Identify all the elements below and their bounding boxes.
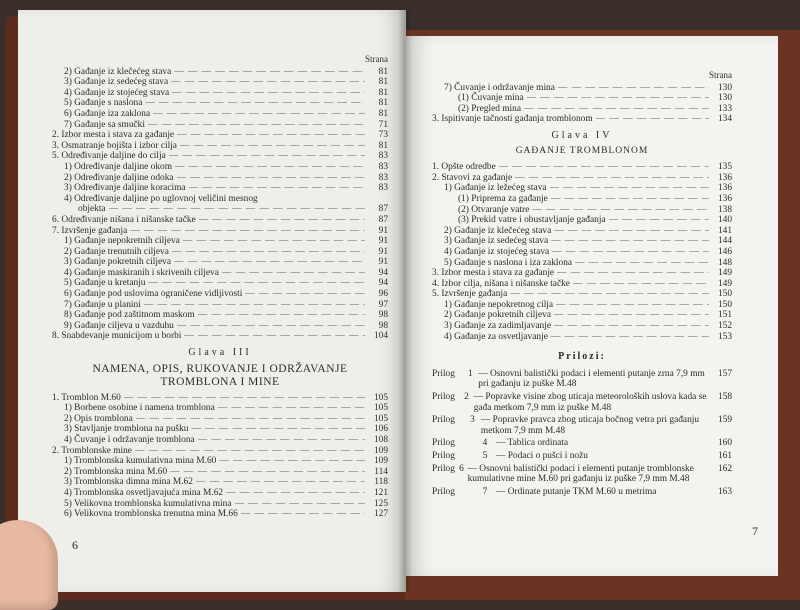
toc-entry	[52, 289, 388, 300]
toc-entry-page: 133	[717, 103, 732, 114]
toc-leader-dashes	[177, 173, 365, 184]
toc-leader-dashes	[109, 204, 365, 215]
right-page	[406, 36, 778, 576]
prilog-page: 162	[717, 463, 732, 474]
toc-entry	[52, 488, 388, 499]
prilog-page: 158	[717, 392, 732, 403]
toc-entry	[52, 204, 388, 215]
toc-entry-title: 2) Gađanje iz klečećeg stava	[64, 66, 172, 77]
prilog-entry	[432, 415, 732, 436]
toc-entry-title: 3) Gađanje iz sedećeg stava	[64, 77, 169, 88]
toc-entry	[52, 403, 388, 414]
toc-entry	[432, 247, 732, 258]
toc-entry-title: 4) Čuvanje i održavanje tromblona	[64, 435, 195, 445]
toc-entry-page: 83	[378, 172, 388, 183]
toc-entry	[52, 162, 388, 173]
toc-entry-page: 87	[378, 204, 388, 215]
toc-entry-page: 91	[378, 225, 388, 236]
prilog-entry	[432, 487, 732, 498]
toc-leader-dashes	[554, 226, 709, 237]
right-toc	[432, 70, 732, 499]
toc-leader-dashes	[527, 93, 709, 104]
toc-entry-page: 121	[373, 487, 388, 498]
toc-leader-dashes	[172, 88, 365, 99]
toc-entry-title: 2) Gađanje pokretnih ciljeva	[444, 310, 551, 321]
toc-entry-page: 150	[717, 299, 732, 310]
prilog-txt: — Tablica ordinata	[496, 438, 569, 449]
toc-leader-dashes	[174, 67, 365, 78]
toc-entry-title: 7) Gađanje sa smučki	[64, 119, 145, 130]
toc-entry	[432, 236, 732, 247]
toc-entry-page: 136	[717, 183, 732, 194]
toc-entry	[52, 173, 388, 184]
toc-leader-dashes	[550, 183, 709, 194]
toc-entry-title: 6. Određivanje nišana i nišanske tačke	[52, 214, 196, 225]
toc-leader-dashes	[172, 247, 365, 258]
toc-entry-title: 3. Ispitivanje tačnosti gađanja tromblonom	[432, 114, 593, 125]
toc-entry	[52, 268, 388, 279]
toc-entry-page: 81	[378, 98, 388, 109]
toc-leader-dashes	[184, 331, 365, 342]
toc-leader-dashes	[524, 104, 709, 115]
toc-leader-dashes	[148, 120, 365, 131]
toc-entry-page: 81	[378, 140, 388, 151]
toc-entry-page: 81	[378, 108, 388, 119]
toc-leader-dashes	[551, 236, 709, 247]
toc-entry-title: 1. Opšte odredbe	[432, 162, 496, 173]
toc-leader-dashes	[222, 268, 365, 279]
prilog-page: 160	[717, 438, 732, 449]
prilog-lab: Prilog	[432, 463, 455, 474]
toc-entry-page: 134	[717, 114, 732, 125]
toc-leader-dashes	[180, 141, 365, 152]
toc-entry	[432, 321, 732, 332]
toc-entry-page: 138	[717, 204, 732, 215]
toc-entry-page: 91	[378, 236, 388, 247]
toc-leader-dashes	[609, 215, 709, 226]
toc-entry-title: 2) Tromblonska mina M.60	[64, 466, 168, 477]
toc-leader-dashes	[191, 424, 365, 435]
toc-leader-dashes	[183, 236, 365, 247]
toc-entry-page: 81	[378, 77, 388, 88]
prilog-txt: — Osnovni balistički podaci i elementi putanje tromblonske kumulativne mine M.60 pri gađanju iz puške 7,9 mm M.48	[467, 463, 694, 485]
toc-entry-title: 8) Gađanje pod zaštitnom maskom	[64, 310, 195, 321]
toc-entry	[432, 215, 732, 226]
toc-leader-dashes	[558, 83, 709, 94]
toc-entry	[432, 279, 732, 290]
glava-heading-left: Glava III	[188, 347, 252, 359]
toc-entry-title: 1) Tromblonska kumulativna mina M.60	[64, 456, 217, 467]
toc-leader-dashes	[596, 114, 709, 125]
toc-entry-page: 98	[378, 320, 388, 331]
toc-entry-title: 4) Tromblonska osvetljavajuća mina M.62	[64, 487, 224, 498]
toc-entry-page: 109	[373, 445, 388, 456]
toc-entry-title: 2) Opis tromblona	[64, 413, 133, 424]
toc-entry-page: 96	[378, 289, 388, 300]
toc-entry	[52, 183, 388, 194]
toc-entry	[52, 67, 388, 78]
toc-entry-title: 4) Gađanje iz stojećeg stava	[64, 87, 170, 98]
toc-entry-page: 108	[373, 435, 388, 445]
toc-entry-page: 130	[717, 82, 732, 93]
prilog-num: 6	[459, 463, 464, 474]
prilog-lab: Prilog	[432, 415, 455, 426]
toc-entry	[52, 424, 388, 435]
toc-leader-dashes	[135, 446, 365, 457]
toc-entry-title: 2) Gađanje trenutnih ciljeva	[64, 246, 169, 257]
toc-entry-page: 105	[373, 413, 388, 424]
toc-entry-title: 2) Gađanje iz klečećeg stava	[444, 225, 552, 236]
toc-entry-title: 5) Gađanje u kretanju	[64, 278, 146, 289]
toc-entry-title: 3) Stavljanje tromblona na pušku	[64, 424, 189, 435]
toc-leader-dashes	[219, 456, 365, 467]
toc-entry-page: 151	[717, 310, 732, 321]
toc-entry-page: 105	[373, 403, 388, 414]
toc-leader-dashes	[554, 310, 709, 321]
toc-section-left-1	[52, 67, 388, 342]
toc-entry	[52, 98, 388, 109]
toc-leader-dashes	[170, 467, 365, 478]
toc-leader-dashes	[196, 477, 365, 488]
toc-leader-dashes	[235, 499, 365, 510]
toc-leader-dashes	[241, 509, 365, 520]
toc-entry-title: 5) Gađanje s naslona i iza zaklona	[444, 257, 573, 268]
prilog-lab: Prilog	[432, 368, 455, 379]
toc-entry	[52, 446, 388, 457]
toc-entry-page: 73	[378, 130, 388, 141]
toc-entry-title: (1) Čuvanje mina	[458, 93, 524, 104]
toc-leader-dashes	[177, 321, 365, 332]
toc-entry-page: 98	[378, 310, 388, 321]
toc-entry-page: 118	[374, 477, 388, 488]
toc-entry-page: 125	[373, 498, 388, 509]
toc-entry-title: 2. Stavovi za gađanje	[432, 172, 513, 183]
chapter-title-left	[52, 363, 388, 389]
toc-entry-page: 153	[717, 331, 732, 342]
prilog-txt: — Podaci o pušci i nožu	[496, 451, 588, 461]
toc-leader-dashes	[245, 289, 365, 300]
toc-entry-title: 7) Čuvanje i održavanje mina	[444, 82, 555, 93]
toc-entry-title: 1) Gađanje iz ležećeg stava	[444, 183, 547, 194]
prilog-entry	[432, 451, 732, 462]
toc-entry	[52, 236, 388, 247]
toc-entry-title: 6) Velikovna tromblonska trenutna mina M.66	[64, 509, 238, 520]
toc-section-right-2	[432, 162, 732, 342]
toc-section-right-1	[432, 83, 732, 125]
toc-entry-page: 148	[717, 257, 732, 268]
toc-entry-title: (3) Prekid vatre i obustavljanje gađanja	[458, 215, 606, 226]
toc-entry	[52, 467, 388, 478]
toc-entry-title: 1) Borbene osobine i namena tromblona	[64, 403, 215, 414]
toc-entry-page: 149	[717, 278, 732, 289]
toc-entry-page: 83	[378, 183, 388, 194]
toc-leader-dashes	[198, 310, 365, 321]
toc-entry-title: 3. Osmatranje bojišta i izbor cilja	[52, 140, 177, 151]
prilog-entry	[432, 464, 732, 485]
toc-entry-title: 1) Određivanje daljine okom	[64, 161, 173, 172]
toc-entry-title: 2. Tromblonske mine	[52, 445, 132, 456]
toc-entry-title: 7) Gađanje u planini	[64, 299, 141, 310]
toc-leader-dashes	[557, 268, 709, 279]
toc-entry-page: 87	[378, 214, 388, 225]
toc-entry-page: 81	[378, 87, 388, 98]
toc-entry-title: 4) Gađanje za osvetljavanje	[444, 331, 548, 342]
prilog-txt: — Popravke pravca zbog uticaja bočnog vetra pri gađanju metkom 7,9 mm M.48	[480, 415, 700, 436]
toc-entry	[52, 509, 388, 520]
toc-entry	[52, 247, 388, 258]
prilog-page: 157	[717, 368, 732, 379]
prilog-num: 4	[482, 438, 488, 449]
prilog-txt: — Ordinate putanje TKM M.60 u metrima	[496, 486, 657, 497]
toc-entry	[52, 257, 388, 268]
toc-entry	[52, 130, 388, 141]
toc-leader-dashes	[145, 98, 365, 109]
toc-entry-title: 3) Gađanje pokretnih ciljeva	[64, 257, 171, 268]
prilog-num: 1	[467, 368, 473, 379]
book-gutter	[398, 10, 412, 592]
chapter-title-line-1: NAMENA, OPIS, RUKOVANJE I ODRŽAVANJE	[92, 362, 348, 375]
toc-leader-dashes	[551, 332, 709, 343]
toc-entry	[432, 162, 732, 173]
prilog-entry	[432, 392, 732, 413]
toc-entry-title: 4) Gađanje iz stojećeg stava	[444, 246, 550, 257]
toc-entry	[52, 226, 388, 237]
prilog-lab: Prilog	[432, 451, 455, 461]
toc-entry-page: 130	[717, 93, 732, 104]
toc-entry	[52, 77, 388, 88]
toc-leader-dashes	[226, 488, 365, 499]
toc-entry-page: 109	[373, 456, 388, 467]
toc-entry-title: (2) Pregled mina	[458, 103, 522, 114]
toc-leader-dashes	[153, 109, 365, 120]
chapter-title-line-2: TROMBLONA I MINE	[160, 375, 280, 388]
toc-leader-dashes	[169, 151, 365, 162]
toc-leader-dashes	[556, 300, 709, 311]
toc-entry-page: 105	[373, 392, 388, 403]
toc-entry-page: 83	[378, 151, 388, 162]
toc-entry-title: 2) Određivanje daljine odoka	[64, 172, 174, 183]
prilog-num: 7	[482, 486, 488, 497]
toc-entry	[52, 109, 388, 120]
prilog-entry	[432, 438, 732, 449]
toc-leader-dashes	[148, 278, 365, 289]
toc-leader-dashes	[189, 183, 365, 194]
toc-entry	[52, 499, 388, 510]
toc-leader-dashes	[144, 300, 365, 311]
toc-entry-title: 5) Velikovna tromblonska kumulativna mina	[64, 498, 232, 509]
page-number-right: 7	[752, 524, 758, 538]
prilog-num: 2	[464, 392, 469, 403]
toc-entry-page: 91	[378, 246, 388, 257]
toc-entry-page: 136	[717, 172, 732, 183]
toc-entry	[432, 310, 732, 321]
toc-entry-page: 140	[717, 215, 732, 226]
toc-entry-title: 1. Tromblon M.60	[52, 392, 121, 403]
prilog-lab: Prilog	[432, 438, 455, 449]
toc-entry-page: 83	[378, 161, 388, 172]
toc-entry-title: objekta	[78, 204, 106, 215]
prilog-txt: — Osnovni balistički podaci i elementi putanje zrna 7,9 mm pri gađanju iz puške M.48	[478, 368, 705, 390]
toc-leader-dashes	[177, 130, 365, 141]
toc-entry	[52, 321, 388, 332]
prilog-page: 163	[717, 486, 732, 497]
prilozi-list	[432, 369, 732, 498]
prilog-lab: Prilog	[432, 392, 455, 403]
prilog-lab: Prilog	[432, 486, 455, 497]
toc-entry-page: 106	[373, 424, 388, 435]
toc-entry-title: (1) Priprema za gađanje	[458, 193, 548, 204]
toc-leader-dashes	[198, 435, 365, 446]
toc-entry-title: 3) Određivanje daljine koracima	[64, 183, 186, 194]
toc-entry-title: 8. Snabdevanje municijom u borbi	[52, 331, 182, 342]
toc-entry-title: 3) Tromblonska dimna mina M.62	[64, 477, 193, 488]
toc-leader-dashes	[130, 226, 365, 237]
toc-entry-page: 81	[378, 66, 388, 77]
toc-leader-dashes	[199, 215, 365, 226]
toc-entry-title: 6) Gađanje iza zaklona	[64, 108, 151, 119]
toc-entry-page: 146	[717, 246, 732, 257]
toc-entry	[52, 141, 388, 152]
toc-section-left-2	[52, 393, 388, 520]
toc-entry-page: 91	[378, 257, 388, 268]
toc-entry-page: 104	[373, 331, 388, 342]
toc-entry	[52, 435, 388, 446]
toc-leader-dashes	[136, 414, 365, 425]
prilog-txt: — Popravke visine zbog uticaja meteoroloških uslova kada se gađa metkom 7,9 mm iz puške M.48	[473, 392, 707, 413]
glava-heading-right: Glava IV	[551, 129, 613, 141]
prilog-entry	[432, 369, 732, 390]
left-page	[18, 10, 406, 592]
toc-entry	[432, 205, 732, 216]
toc-entry-page: 152	[717, 321, 732, 332]
toc-entry-page: 149	[717, 268, 732, 279]
toc-leader-dashes	[551, 194, 709, 205]
toc-entry	[432, 300, 732, 311]
toc-entry	[432, 194, 732, 205]
toc-entry-title: 7. Izvršenje gađanja	[52, 225, 128, 236]
strana-label-left: Strana	[365, 54, 388, 64]
toc-entry-title: 2. Izbor mesta i stava za gađanje	[52, 130, 175, 141]
toc-entry-title: 3. Izbor mesta i stava za gađanje	[432, 268, 555, 279]
toc-leader-dashes	[532, 205, 709, 216]
toc-entry-title: 4. Izbor cilja, nišana i nišanske tačke	[432, 278, 570, 289]
toc-entry	[52, 151, 388, 162]
toc-entry	[432, 83, 732, 94]
toc-entry	[52, 393, 388, 404]
toc-entry-title: 9) Gađanje ciljeva u vazduhu	[64, 320, 174, 331]
toc-entry-title: 4) Gađanje maskiranih i skrivenih ciljeva	[64, 267, 219, 278]
toc-entry-page: 150	[717, 289, 732, 300]
strana-label-right: Strana	[709, 70, 732, 80]
toc-entry	[432, 173, 732, 184]
toc-entry	[52, 414, 388, 425]
toc-entry	[432, 332, 732, 343]
toc-leader-dashes	[218, 403, 365, 414]
toc-entry	[52, 310, 388, 321]
toc-entry	[52, 331, 388, 342]
toc-entry	[52, 278, 388, 289]
toc-leader-dashes	[124, 393, 365, 404]
toc-entry-page: 114	[374, 466, 388, 477]
prilog-page: 161	[717, 451, 732, 461]
toc-leader-dashes	[552, 247, 709, 258]
toc-leader-dashes	[575, 258, 709, 269]
toc-entry-title: 5. Određivanje daljine do cilja	[52, 151, 166, 162]
toc-entry-page: 144	[717, 236, 732, 247]
toc-entry-title: 1) Gađanje nepokretnih ciljeva	[64, 236, 180, 247]
toc-entry	[432, 268, 732, 279]
toc-entry	[52, 88, 388, 99]
prilozi-heading: Prilozi:	[558, 351, 606, 363]
toc-leader-dashes	[515, 173, 709, 184]
toc-entry-title: 6) Gađanje pod uslovima ograničene vidljivosti	[64, 289, 243, 300]
toc-entry	[52, 300, 388, 311]
toc-entry-title: (2) Otvaranje vatre	[458, 204, 530, 215]
prilog-page: 159	[717, 415, 732, 426]
toc-leader-dashes	[499, 162, 709, 173]
toc-leader-dashes	[573, 279, 709, 290]
toc-entry-page: 136	[717, 193, 732, 204]
toc-entry-page: 94	[378, 278, 388, 289]
toc-leader-dashes	[171, 77, 365, 88]
toc-entry	[432, 114, 732, 125]
toc-entry	[432, 289, 732, 300]
toc-entry-title: 3) Gađanje za zadimljavanje	[444, 321, 551, 332]
toc-entry	[432, 226, 732, 237]
toc-leader-dashes	[554, 321, 709, 332]
toc-leader-dashes	[510, 289, 709, 300]
toc-entry-page: 97	[378, 299, 388, 310]
toc-entry	[432, 93, 732, 104]
toc-entry-title: 1) Gađanje nepokretnog cilja	[444, 299, 554, 310]
chapter-title-right: GAĐANJE TROMBLONOM	[515, 145, 649, 156]
toc-entry	[432, 104, 732, 115]
toc-entry	[52, 477, 388, 488]
toc-leader-dashes	[174, 257, 365, 268]
toc-entry	[432, 183, 732, 194]
toc-entry-page: 71	[378, 119, 388, 130]
toc-entry	[52, 215, 388, 226]
toc-entry-title: 3) Gađanje iz sedećeg stava	[444, 236, 549, 247]
prilog-num: 3	[470, 415, 475, 426]
toc-entry	[52, 120, 388, 131]
toc-leader-dashes	[175, 162, 365, 173]
toc-entry-title: 5. Izvršenje gađanja	[432, 289, 508, 300]
toc-entry-title: 5) Gađanje s naslona	[64, 98, 143, 109]
prilog-num: 5	[482, 451, 488, 461]
toc-entry	[432, 258, 732, 269]
left-toc	[52, 54, 388, 520]
toc-entry	[52, 456, 388, 467]
toc-entry-page: 135	[717, 162, 732, 173]
toc-entry-title: 4) Određivanje daljine po uglovnoj veličini mesnog	[64, 193, 258, 204]
page-number-left: 6	[72, 538, 78, 552]
toc-entry-page: 127	[373, 509, 388, 520]
toc-entry-page: 141	[717, 225, 732, 236]
toc-entry-page: 94	[378, 267, 388, 278]
toc-entry	[52, 194, 388, 205]
